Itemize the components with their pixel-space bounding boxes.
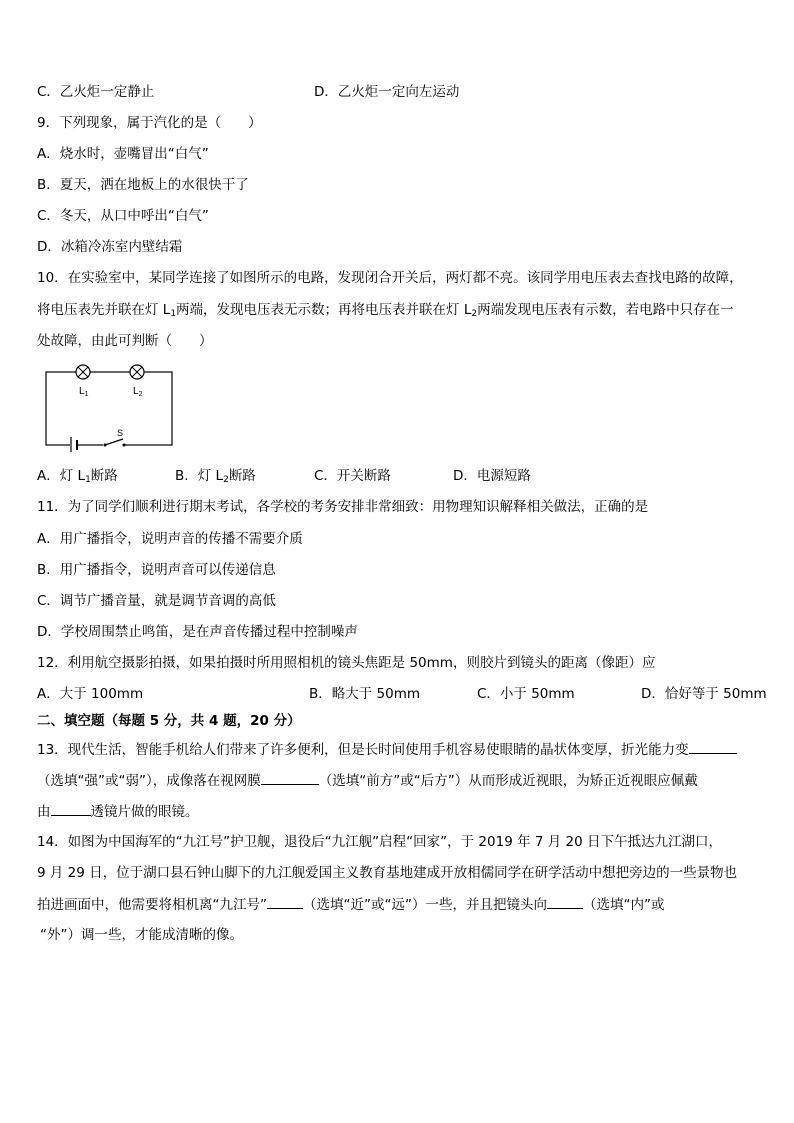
q12-option-d: D．恰好等于 50mm xyxy=(641,686,767,702)
answer-blank[interactable] xyxy=(261,771,319,785)
answer-blank[interactable] xyxy=(547,895,583,909)
q14-line3: 拍进画面中，他需要将相机离“九江号” （选填“近”或“远”）一些，并且把镜头向 （选填“内”或 xyxy=(37,897,665,913)
q13-line3: 由 透镜片做的眼镜。 xyxy=(37,804,199,820)
q14-line4: “外”）调一些，才能成清晰的像。 xyxy=(40,927,243,943)
q9-option-d: D．冰箱冷冻室内壁结霜 xyxy=(37,239,183,255)
q11-option-a: A．用广播指令，说明声音的传播不需要介质 xyxy=(37,531,303,547)
q14-line2: 9 月 29 日，位于湖口县石钟山脚下的九江舰爱国主义教育基地建成开放相儒同学在研学活动中想把旁边的一些景物也 xyxy=(37,865,738,881)
q11-option-c: C．调节广播音量，就是调节音调的高低 xyxy=(37,593,276,609)
q13-line2: （选填“强”或“弱”），成像落在视网膜 （选填“前方”或“后方”）从而形成近视眼，为矫正近视眼应佩戴 xyxy=(37,773,698,789)
q10-option-b: B．灯 $L_2$断路 xyxy=(175,468,256,485)
q11-option-b: B．用广播指令，说明声音可以传递信息 xyxy=(37,562,276,578)
q10-option-a: A．灯 $L_1$断路 xyxy=(37,468,118,485)
switch-icon xyxy=(103,439,126,448)
q9-option-c: C．冬天，从口中呼出“白气” xyxy=(37,208,209,224)
q9-option-b: B．夏天，洒在地板上的水很快干了 xyxy=(37,177,249,193)
q13-line1: 13．现代生活，智能手机给人们带来了许多便利，但是长时间使用手机容易使眼睛的晶状体变厚，折光能力变 xyxy=(37,740,737,759)
q12-option-c: C．小于 50mm xyxy=(477,686,575,702)
lamp-l1-icon xyxy=(76,365,90,379)
switch-label: S xyxy=(117,428,124,438)
q10-line3: 处故障，由此可判断（ ） xyxy=(37,333,213,349)
q10-line1: 10．在实验室中，某同学连接了如图所示的电路，发现闭合开关后，两灯都不亮。该同学用电压表去查找电路的故障， xyxy=(37,270,743,286)
q8-option-c: C．乙火炬一定静止 xyxy=(37,84,155,100)
q11-option-d: D．学校周围禁止鸣笛，是在声音传播过程中控制噪声 xyxy=(37,624,358,640)
answer-blank[interactable] xyxy=(689,740,737,754)
q12-stem: 12．利用航空摄影拍摄，如果拍摄时所用照相机的镜头焦距是 50mm，则胶片到镜头的距离（像距）应 xyxy=(37,655,656,671)
lamp-l2-icon xyxy=(130,365,144,379)
q10-line2: 将电压表先并联在灯 $L_1$两端，发现电压表无示数；再将电压表并联在灯 $L_2$两端发现电压表有示数，若电路中只存在一 xyxy=(37,302,734,319)
answer-blank[interactable] xyxy=(267,895,303,909)
q10-option-d: D．电源短路 xyxy=(453,468,531,484)
lamp-l1-label: $L_1$ xyxy=(79,386,89,398)
section-heading: 二、填空题（每题 5 分，共 4 题，20 分） xyxy=(37,713,301,729)
q12-option-a: A．大于 100mm xyxy=(37,686,144,702)
q14-line1: 14．如图为中国海军的“九江号”护卫舰，退役后“九江舰”启程“回家”，于 2019 年 7 月 20 日下午抵达九江湖口， xyxy=(37,834,723,850)
q9-option-a: A．烧水时，壶嘴冒出“白气” xyxy=(37,146,209,162)
battery-icon xyxy=(70,437,78,452)
q11-stem: 11．为了同学们顺利进行期末考试，各学校的考务安排非常细致：用物理知识解释相关做法，正确的是 xyxy=(37,499,649,515)
q9-stem: 9．下列现象，属于汽化的是（ ） xyxy=(37,115,262,131)
q8-option-d: D．乙火炬一定向左运动 xyxy=(314,84,460,100)
answer-blank[interactable] xyxy=(51,802,91,816)
q10-option-c: C．开关断路 xyxy=(314,468,391,484)
q12-option-b: B．略大于 50mm xyxy=(309,686,421,702)
circuit-diagram xyxy=(37,362,177,452)
lamp-l2-label: $L_2$ xyxy=(133,386,143,398)
